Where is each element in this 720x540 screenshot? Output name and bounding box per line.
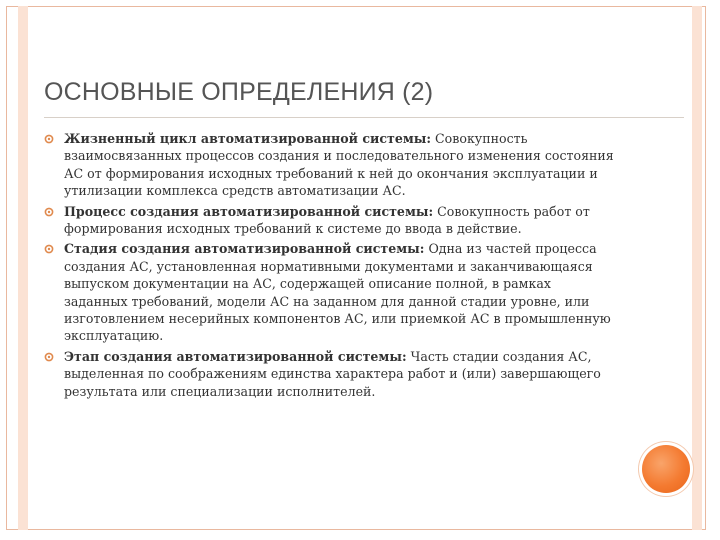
definition-term: Процесс создания автоматизированной системы: (64, 203, 434, 219)
right-accent-bar (692, 6, 702, 530)
ring-bullet-icon (44, 352, 54, 362)
definition-term: Этап создания автоматизированной системы: (64, 348, 407, 364)
left-accent-bar (18, 6, 28, 530)
definition-item-stage (44, 240, 614, 344)
definition-text: Совокупность взаимосвязанных процессов создания и последовательного изменения состояния АС от формирования исходных требований к ней до окончания эксплуатации и утилизации комплекса средств автоматизации АС. (64, 131, 614, 199)
definition-text: Часть стадии создания АС, выделенная по соображениям единства характера работ и (или) завершающего результата или специализации исполнителей. (64, 348, 601, 399)
definitions-list (44, 130, 614, 403)
definition-item-process (44, 203, 614, 238)
definition-term: Жизненный цикл автоматизированной системы: (64, 131, 432, 146)
title-divider (44, 117, 684, 118)
definition-text: Совокупность работ от формирования исходных требований к системе до ввода в действие. (64, 203, 590, 237)
definition-item-phase (44, 348, 614, 400)
ring-bullet-icon (44, 134, 54, 144)
slide-title: ОСНОВНЫЕ ОПРЕДЕЛЕНИЯ (2) (44, 78, 434, 106)
definition-text: Одна из частей процесса создания АС, установленная нормативными документами и заканчивающаяся выпуском документации на АС, содержащей описание полной, в рамках заданных требований, модели АС на заданном для данной стадии уровне, или изготовлением несерийных компонентов АС, или приемкой АС в промышленную эксплуатацию. (64, 241, 611, 344)
definition-item-life-cycle (44, 130, 614, 200)
ring-bullet-icon (44, 244, 54, 254)
definition-term: Стадия создания автоматизированной системы: (64, 241, 425, 257)
ring-bullet-icon (44, 207, 54, 217)
decorative-orb (642, 445, 690, 493)
